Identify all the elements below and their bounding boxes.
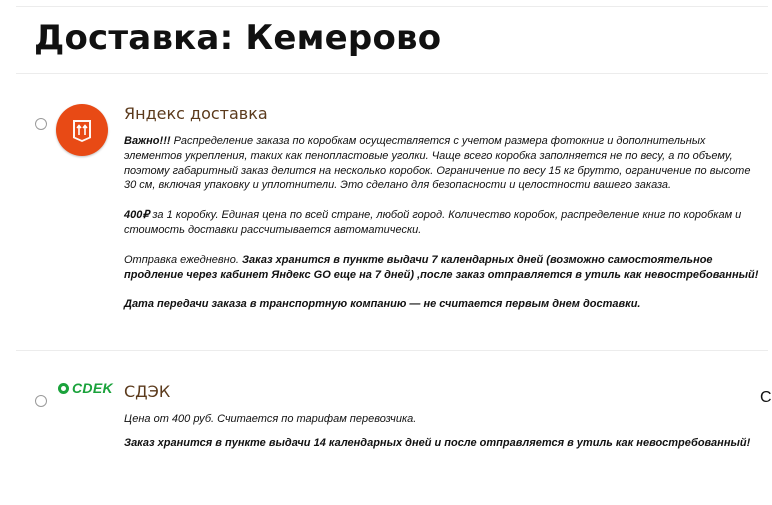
cdek-storage-text: Заказ хранится в пункте выдачи 14 календарных дней и после отправляется в утиль как невостребованный! xyxy=(124,436,751,449)
important-text: Распределение заказа по коробкам осуществляется с учетом размера фотокниг и дополнительных элементов укрепления, таких как пенопластовые уголки. Чаще всего коробка заполняется не по весу, а по объему, поэтому габаритный заказ делится на несколько коробок. Ограничение по весу 15 кг брутто, ограничение по высоте 30 см, включая упаковку и уплотнители. Это сделано для безопасности и целостности вашего заказа. xyxy=(124,135,751,192)
cdek-radio[interactable] xyxy=(35,395,47,407)
cdek-logo-icon xyxy=(58,380,113,396)
price-label: 400₽ xyxy=(124,209,150,222)
transfer-note: Дата передачи заказа в транспортную компанию — не считается первым днем доставки. xyxy=(124,298,641,311)
important-label: Важно!!! xyxy=(124,135,171,147)
yandex-storage-note xyxy=(124,253,759,283)
cdek-title: СДЭК xyxy=(124,382,171,401)
cdek-price-note: Цена от 400 руб. Считается по тарифам перевозчика. xyxy=(124,413,417,425)
page-title: Доставка: Кемерово xyxy=(34,18,442,58)
section-divider xyxy=(16,73,768,74)
section-divider xyxy=(16,350,768,351)
price-text: за 1 коробку. Единая цена по всей стране, любой город. Количество коробок, распределение книг по коробкам и стоимость доставки рассчитывается автоматически. xyxy=(124,209,742,236)
cdek-description xyxy=(124,412,759,451)
dispatch-text: Отправка ежедневно. xyxy=(124,253,242,266)
yandex-price-note xyxy=(124,208,759,238)
cdek-logo-text: CDEK xyxy=(72,380,113,396)
cdek-dot-icon xyxy=(58,383,69,394)
yandex-important-note xyxy=(124,134,759,193)
yandex-transfer-note xyxy=(124,297,759,312)
yandex-delivery-logo-icon xyxy=(56,104,108,156)
yandex-delivery-title: Яндекс доставка xyxy=(124,104,268,123)
storage-text: Заказ хранится в пункте выдачи 7 календарных дней (возможно самостоятельное продление через кабинет Яндекс GO еще на 7 дней) ,после заказ отправляется в утиль как невостребованный! xyxy=(124,253,759,281)
cut-off-text: С xyxy=(760,389,772,406)
yandex-radio[interactable] xyxy=(35,118,47,130)
top-divider xyxy=(16,6,768,7)
cdek-storage-note xyxy=(124,436,759,451)
yandex-delivery-description xyxy=(124,134,759,312)
